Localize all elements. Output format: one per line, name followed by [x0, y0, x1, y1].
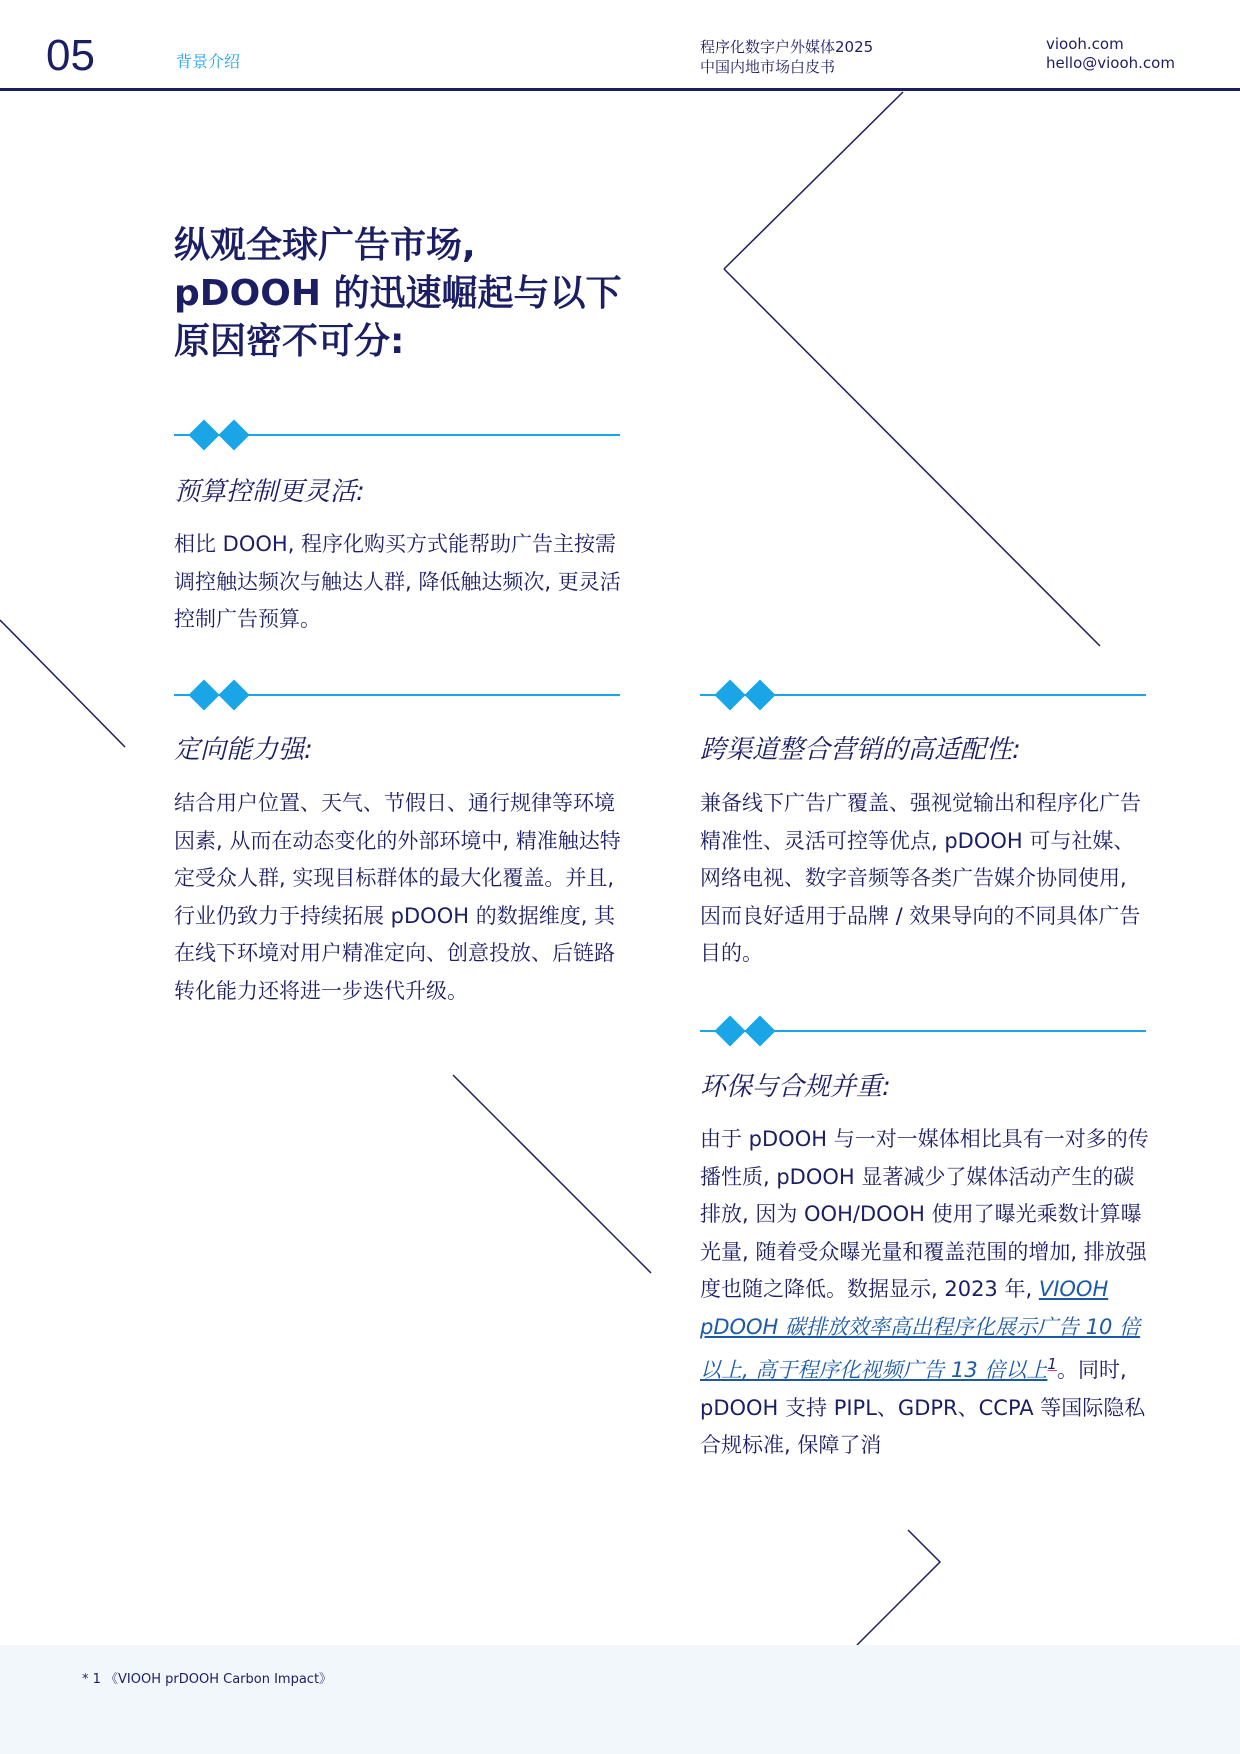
budget-section-title: 预算控制更灵活:: [174, 477, 365, 507]
email-link[interactable]: hello@viooh.com: [1046, 54, 1175, 72]
budget-section-body: 相比 DOOH, 程序化购买方式能帮助广告主按需调控触达频次与触达人群, 降低触达频次, 更灵活控制广告预算。: [174, 532, 621, 631]
header-rule: [0, 88, 1240, 91]
targeting-section-title: 定向能力强:: [174, 735, 313, 765]
section-divider: [700, 680, 1146, 710]
diamond-icon: [218, 419, 249, 450]
diamond-icon: [744, 679, 775, 710]
targeting-section-body: 结合用户位置、天气、节假日、通行规律等环境因素, 从而在动态变化的外部环境中, 精准触达特定受众人群, 实现目标群体的最大化覆盖。并且, 行业仍致力于持续拓展 pDOOH 的数据维度, 其在线下环境对用户精准定向、创意投放、后链路转化能力还将进一步迭代升级。: [174, 791, 621, 1003]
section-label[interactable]: 背景介绍: [176, 52, 241, 71]
cross-channel-section-title: 跨渠道整合营销的高适配性:: [700, 735, 1021, 765]
website-link[interactable]: viooh.com: [1046, 35, 1124, 53]
eco-body-continued: 。同时, pDOOH 支持 PIPL、GDPR、CCPA 等国际隐私合规标准, 保障了消: [700, 1358, 1146, 1457]
contact-info: [1046, 35, 1175, 73]
diamond-icon: [218, 679, 249, 710]
carbon-efficiency-link[interactable]: VIOOH pDOOH 碳排放效率高出程序化展示广告 10 倍以上, 高于程序化视频广告 13 倍以上: [700, 1277, 1141, 1382]
headline-line3: 原因密不可分:: [174, 321, 405, 362]
cross-channel-section-body: 兼备线下广告广覆盖、强视觉输出和程序化广告精准性、灵活可控等优点, pDOOH 可与社媒、网络电视、数字音频等各类广告媒介协同使用, 因而良好适用于品牌 / 效果导向的不同具体广告目的。: [700, 791, 1141, 965]
section-divider: [700, 1016, 1146, 1046]
headline-line1: 纵观全球广告市场,: [174, 225, 476, 266]
footer-band: [0, 1645, 1240, 1754]
eco-body-intro: 由于 pDOOH 与一对一媒体相比具有一对多的传播性质, pDOOH 显著减少了媒体活动产生的碳排放, 因为 OOH/DOOH 使用了曝光乘数计算曝光量, 随着受众曝光量和覆盖范围的增加, 排放强度也随之降低。数据显示, 2023 年,: [700, 1127, 1149, 1301]
section-divider: [174, 680, 620, 710]
document-title: [700, 37, 873, 77]
diamond-icon: [188, 679, 219, 710]
page-headline: [174, 222, 654, 366]
eco-section-body: [700, 1121, 1150, 1465]
footnote-ref[interactable]: 1: [1047, 1355, 1057, 1373]
diamond-icon: [188, 419, 219, 450]
diamond-icon: [714, 1015, 745, 1046]
eco-section-title: 环保与合规并重:: [700, 1072, 891, 1102]
footnote: * 1 《VIOOH prDOOH Carbon Impact》: [82, 1672, 333, 1687]
section-divider: [174, 420, 620, 450]
document-title-line2: 中国内地市场白皮书: [700, 58, 836, 76]
headline-line2: pDOOH 的迅速崛起与以下: [174, 273, 622, 314]
diamond-icon: [714, 679, 745, 710]
document-title-line1: 程序化数字户外媒体2025: [700, 38, 874, 56]
page-number: 05: [46, 31, 95, 80]
diamond-icon: [744, 1015, 775, 1046]
